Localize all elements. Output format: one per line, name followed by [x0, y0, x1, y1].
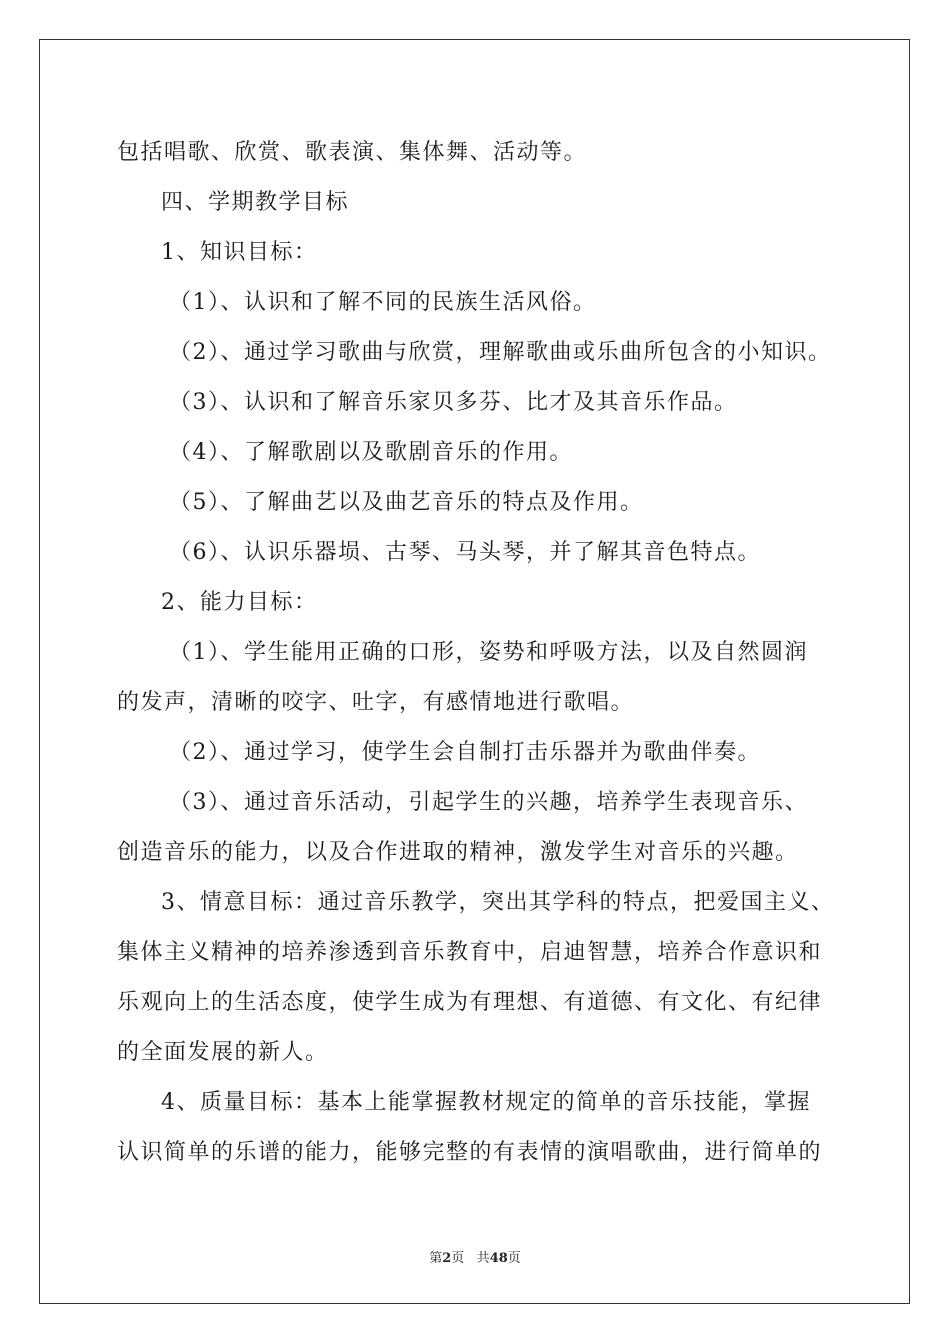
list-item: （1）、学生能用正确的口形，姿势和呼吸方法，以及自然圆润 [169, 640, 808, 665]
list-item: （2）、通过学习，使学生会自制打击乐器并为歌曲伴奏。 [169, 740, 761, 765]
paragraph-line: 集体主义精神的培养渗透到音乐教育中，启迪智慧，培养合作意识和 [117, 940, 823, 965]
page-footer [0, 1247, 950, 1266]
section-heading: 四、学期教学目标 [161, 190, 350, 215]
current-page-number: 2 [442, 1251, 452, 1266]
list-item: （6）、认识乐器埙、古琴、马头琴，并了解其音色特点。 [169, 540, 761, 565]
paragraph-line: 创造音乐的能力，以及合作进取的精神，激发学生对音乐的兴趣。 [117, 840, 799, 865]
paragraph-line: 乐观向上的生活态度，使学生成为有理想、有道德、有文化、有纪律 [117, 990, 823, 1015]
list-item: （3）、认识和了解音乐家贝多芬、比才及其音乐作品。 [169, 390, 738, 415]
list-item: （2）、通过学习歌曲与欣赏，理解歌曲或乐曲所包含的小知识。 [169, 340, 832, 365]
paragraph-line: 3、情意目标：通过音乐教学，突出其学科的特点，把爱国主义、 [161, 890, 835, 915]
paragraph-line: 的全面发展的新人。 [117, 1040, 329, 1065]
total-page-count: 48 [489, 1251, 508, 1266]
paragraph-line: 认识简单的乐谱的能力，能够完整的有表情的演唱歌曲，进行简单的 [117, 1140, 823, 1165]
paragraph-line: 包括唱歌、欣赏、歌表演、集体舞、活动等。 [117, 140, 588, 165]
list-item: （1）、认识和了解不同的民族生活风俗。 [169, 290, 597, 315]
page-suffix: 页 [451, 1251, 465, 1266]
paragraph-line: 4、质量目标：基本上能掌握教材规定的简单的音乐技能，掌握 [161, 1090, 811, 1115]
document-body [117, 128, 837, 1178]
list-item: （4）、了解歌剧以及歌剧音乐的作用。 [169, 440, 573, 465]
page-prefix: 第 [429, 1251, 443, 1266]
paragraph-line: 的发声，清晰的咬字、吐字，有感情地进行歌唱。 [117, 690, 635, 715]
list-item: （3）、通过音乐活动，引起学生的兴趣，培养学生表现音乐、 [169, 790, 808, 815]
total-prefix: 共 [476, 1251, 490, 1266]
subsection-heading: 2、能力目标： [161, 590, 318, 615]
total-suffix: 页 [507, 1251, 521, 1266]
subsection-heading: 1、知识目标： [161, 240, 318, 265]
list-item: （5）、了解曲艺以及曲艺音乐的特点及作用。 [169, 490, 644, 515]
